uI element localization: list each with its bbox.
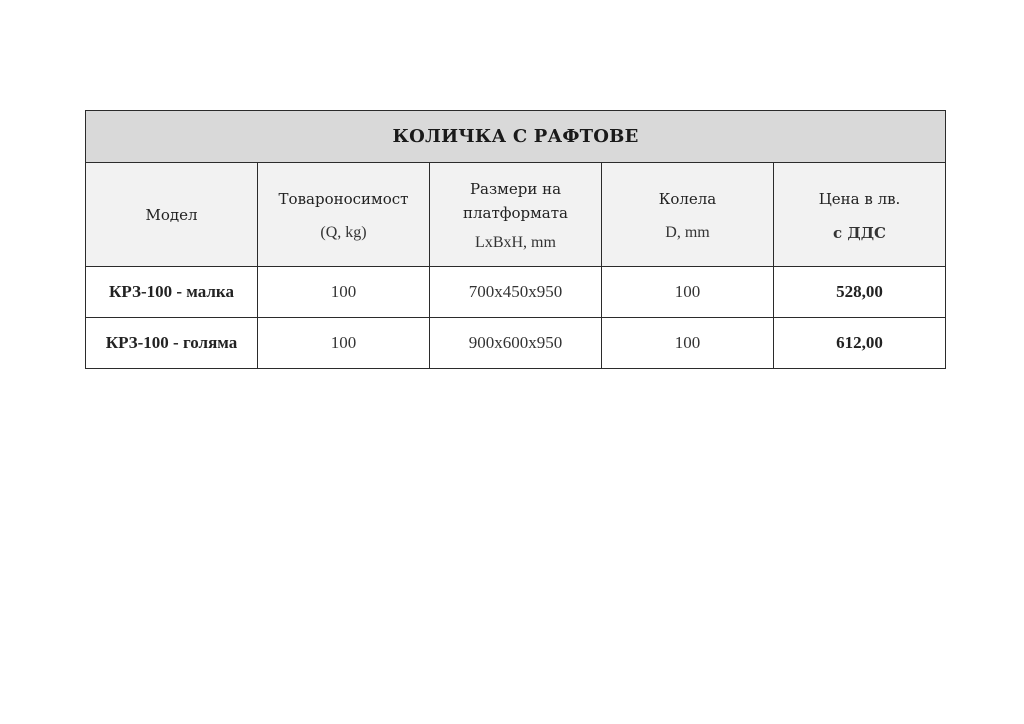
header-wheels-label: Колела: [658, 189, 717, 208]
header-price-unit: с ДДС: [833, 223, 886, 242]
header-dimensions: [430, 163, 602, 267]
table-title: КОЛИЧКА С РАФТОВЕ: [86, 111, 946, 163]
cell-price: 612,00: [774, 318, 946, 369]
cell-capacity: 100: [258, 267, 430, 318]
cell-wheels: 100: [602, 318, 774, 369]
header-capacity: [258, 163, 430, 267]
header-model-label: Модел: [145, 205, 198, 224]
header-wheels: [602, 163, 774, 267]
cell-dimensions: 900x600x950: [430, 318, 602, 369]
header-model: [86, 163, 258, 267]
cell-model: КРЗ-100 - малка: [86, 267, 258, 318]
table-header-row: [86, 163, 946, 267]
header-price: [774, 163, 946, 267]
header-capacity-unit: (Q, kg): [320, 223, 367, 241]
header-capacity-label: Товароносимост: [278, 189, 409, 208]
cell-capacity: 100: [258, 318, 430, 369]
cell-price: 528,00: [774, 267, 946, 318]
table-row: [86, 267, 946, 318]
cell-dimensions: 700x450x950: [430, 267, 602, 318]
header-dimensions-unit: LxBxH, mm: [475, 233, 556, 251]
cell-wheels: 100: [602, 267, 774, 318]
table-title-row: [86, 111, 946, 163]
price-table: [85, 110, 946, 369]
header-price-label: Цена в лв.: [818, 189, 901, 208]
table-row: [86, 318, 946, 369]
header-wheels-unit: D, mm: [665, 223, 710, 241]
header-dimensions-label: Размери на платформата: [463, 179, 568, 222]
cell-model: КРЗ-100 - голяма: [86, 318, 258, 369]
